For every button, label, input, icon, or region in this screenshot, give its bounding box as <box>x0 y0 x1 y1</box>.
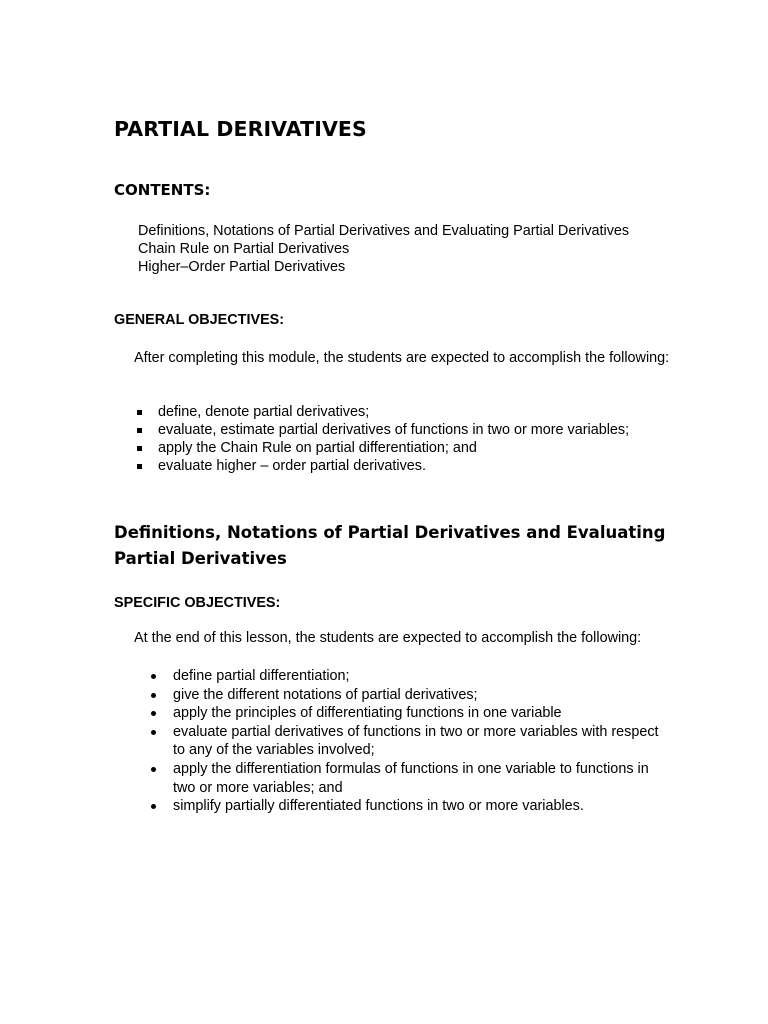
list-item: give the different notations of partial derivatives; <box>150 686 670 705</box>
list-item: apply the principles of differentiating functions in one variable <box>150 704 670 723</box>
general-objectives-list <box>136 403 629 475</box>
list-item: define partial differentiation; <box>150 667 670 686</box>
specific-objectives-intro: At the end of this lesson, the students are expected to accomplish the following: <box>134 630 642 646</box>
contents-item: Higher–Order Partial Derivatives <box>138 259 346 275</box>
general-objectives-intro: After completing this module, the students are expected to accomplish the following: <box>134 350 670 366</box>
list-item: evaluate higher – order partial derivatives. <box>136 457 629 475</box>
list-item: simplify partially differentiated functions in two or more variables. <box>150 797 670 816</box>
specific-objectives-heading: SPECIFIC OBJECTIVES: <box>114 595 281 611</box>
contents-item: Definitions, Notations of Partial Derivatives and Evaluating Partial Derivatives <box>138 223 630 239</box>
section-title: Definitions, Notations of Partial Derivatives and Evaluating Partial Derivatives <box>114 523 666 568</box>
contents-heading: CONTENTS: <box>114 181 211 199</box>
list-item: apply the Chain Rule on partial differentiation; and <box>136 439 629 457</box>
list-item: evaluate, estimate partial derivatives of functions in two or more variables; <box>136 421 629 439</box>
page-title: PARTIAL DERIVATIVES <box>114 117 367 141</box>
list-item: define, denote partial derivatives; <box>136 403 629 421</box>
contents-item: Chain Rule on Partial Derivatives <box>138 241 350 257</box>
general-objectives-heading: GENERAL OBJECTIVES: <box>114 312 285 328</box>
list-item: evaluate partial derivatives of functions in two or more variables with respect to any of the variables involved; <box>150 723 670 760</box>
specific-objectives-list <box>150 667 670 816</box>
list-item: apply the differentiation formulas of functions in one variable to functions in two or more variables; and <box>150 760 670 797</box>
contents-list <box>138 222 629 276</box>
